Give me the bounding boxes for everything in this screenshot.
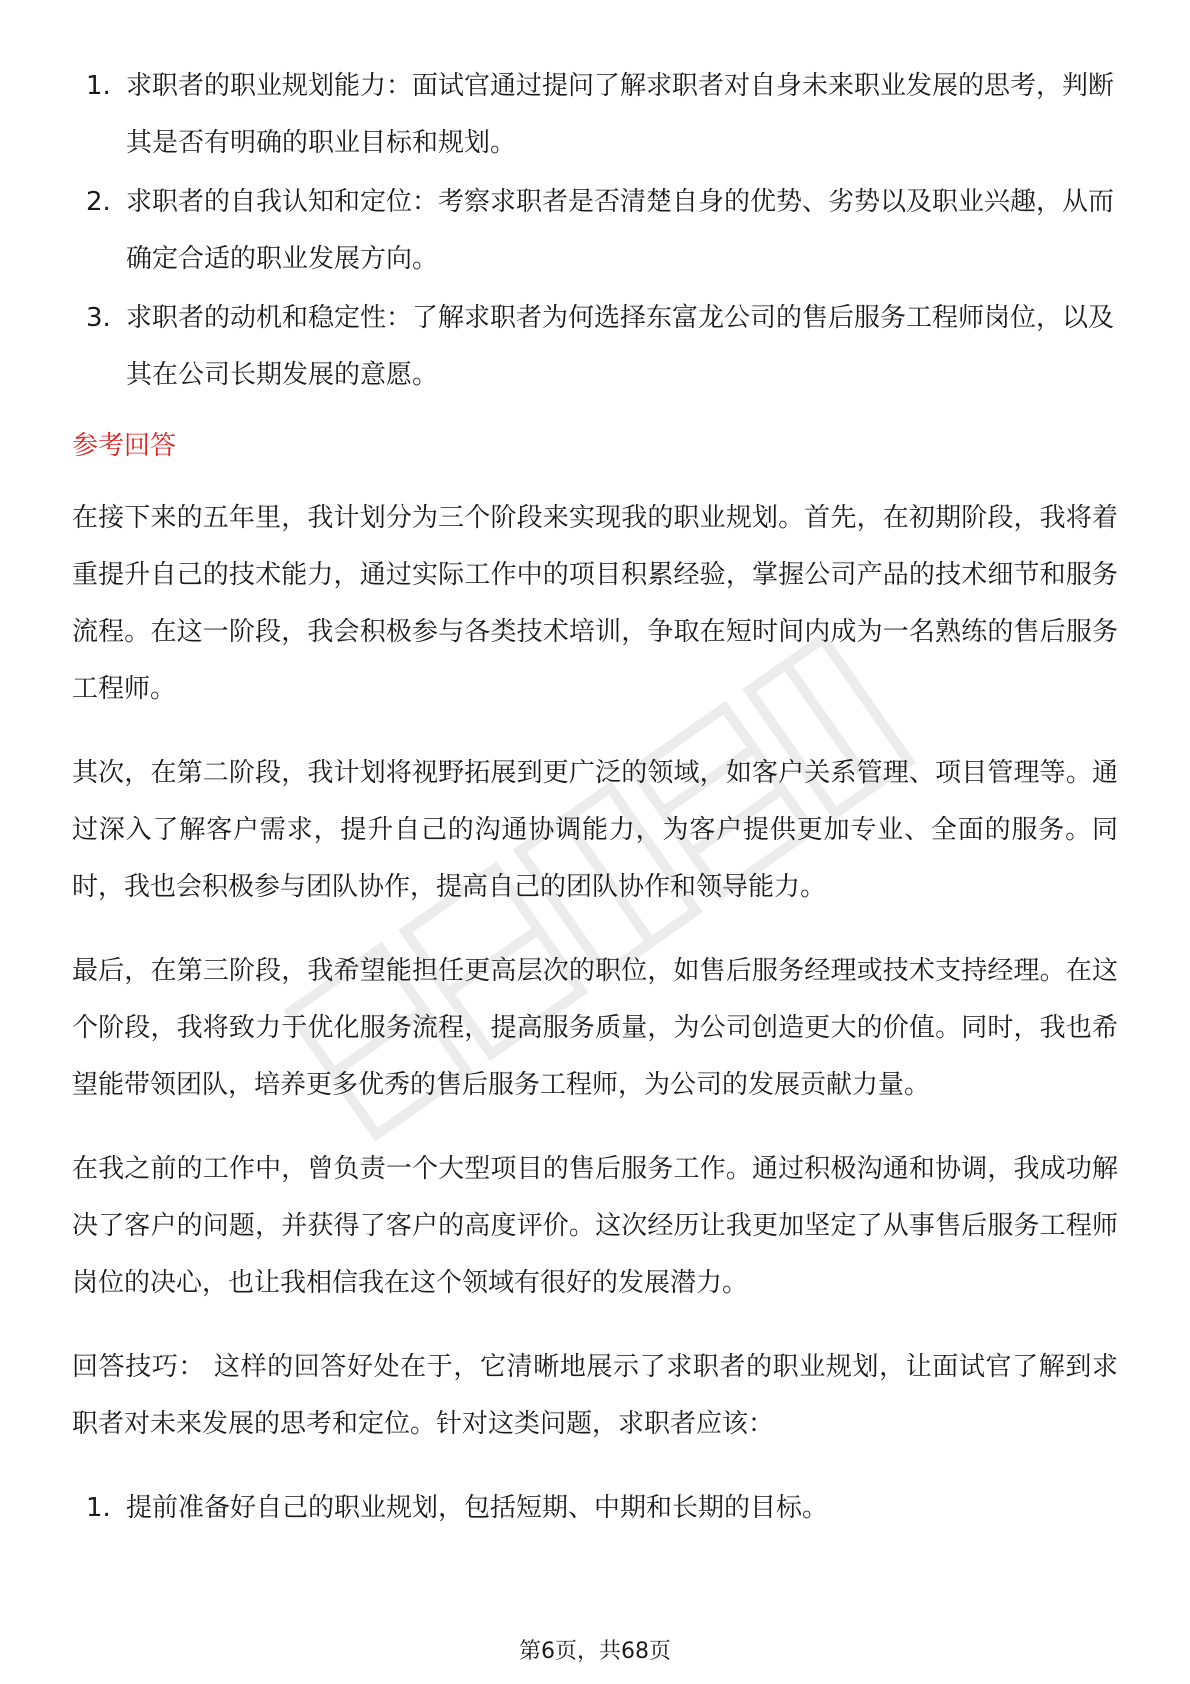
answer-paragraph: 在我之前的工作中，曾负责一个大型项目的售后服务工作。通过积极沟通和协调，我成功解决了客户的问题，并获得了客户的高度评价。这次经历让我更加坚定了从事售后服务工程师岗位的决心，也让我相信我在这个领域有很好的发展潜力。 [72,1154,1118,1298]
answer-paragraph: 在接下来的五年里，我计划分为三个阶段来实现我的职业规划。首先，在初期阶段，我将着重提升自己的技术能力，通过实际工作中的项目积累经验，掌握公司产品的技术细节和服务流程。在这一阶段，我会积极参与各类技术培训，争取在短时间内成为一名熟练的售后服务工程师。 [72,503,1118,704]
list-item-number: 1. [86,1493,111,1523]
list-item-number: 3. [86,303,111,333]
section-title: 参考回答 [72,431,177,461]
list-item-number: 1. [86,71,111,101]
criteria-list [72,58,1118,404]
list-item-number: 2. [86,187,111,217]
tips-paragraph: 回答技巧： 这样的回答好处在于，它清晰地展示了求职者的职业规划，让面试官了解到求职者对未来发展的思考和定位。针对这类问题，求职者应该： [72,1352,1118,1439]
list-item [72,58,1118,172]
answer-paragraph: 最后，在第三阶段，我希望能担任更高层次的职位，如售后服务经理或技术支持经理。在这个阶段，我将致力于优化服务流程，提高服务质量，为公司创造更大的价值。同时，我也希望能带领团队，培养更多优秀的售后服务工程师，为公司的发展贡献力量。 [72,956,1118,1100]
list-item [72,1480,1118,1537]
list-item-text: 求职者的动机和稳定性：了解求职者为何选择东富龙公司的售后服务工程师岗位，以及其在公司长期发展的意愿。 [126,303,1115,390]
list-item-text: 求职者的职业规划能力：面试官通过提问了解求职者对自身未来职业发展的思考，判断其是否有明确的职业目标和规划。 [126,71,1115,158]
list-item [72,174,1118,288]
tips-list [72,1480,1118,1537]
document-content [72,58,1118,1539]
page-footer: 第6页，共68页 [519,1639,671,1664]
list-item [72,290,1118,404]
answer-paragraph: 其次，在第二阶段，我计划将视野拓展到更广泛的领域，如客户关系管理、项目管理等。通过深入了解客户需求，提升自己的沟通协调能力，为客户提供更加专业、全面的服务。同时，我也会积极参与团队协作，提高自己的团队协作和领导能力。 [72,758,1118,902]
list-item-text: 提前准备好自己的职业规划，包括短期、中期和长期的目标。 [126,1493,829,1523]
list-item-text: 求职者的自我认知和定位：考察求职者是否清楚自身的优势、劣势以及职业兴趣，从而确定合适的职业发展方向。 [126,187,1115,274]
